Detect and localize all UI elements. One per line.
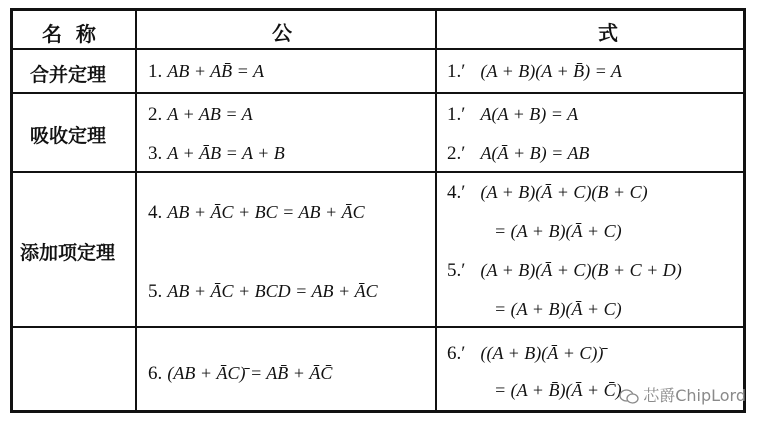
row-divider-1 — [10, 92, 746, 94]
watermark — [619, 383, 746, 406]
formula-number: 1. — [148, 61, 163, 82]
formula-expression: (A + B)(Ā + C)(B + C) — [480, 182, 648, 202]
formula-right-2 — [447, 104, 578, 126]
formula-number: 2.′ — [447, 143, 466, 164]
theorem-table — [10, 8, 746, 413]
formula-right-6 — [447, 343, 603, 365]
formula-expression: A(Ā + B) = AB — [480, 143, 590, 163]
wechat-icon — [619, 389, 639, 404]
watermark-text: 芯爵ChipLord — [643, 386, 746, 405]
formula-left-3 — [148, 143, 285, 165]
formula-left-5 — [148, 281, 378, 303]
row-divider-3 — [10, 326, 746, 328]
formula-expression: (A + B)(A + B̄) = A — [480, 61, 622, 81]
formula-right-3 — [447, 143, 589, 165]
table-border-top — [10, 8, 746, 11]
formula-number: 4. — [148, 202, 163, 223]
header-formula-right: 式 — [598, 21, 618, 45]
formula-expression: A(A + B) = A — [480, 104, 579, 124]
formula-expression: A + ĀB = A + B — [167, 143, 285, 163]
formula-number: 5.′ — [447, 260, 466, 281]
formula-number: 6. — [148, 363, 163, 384]
row-name-absorption: 吸收定理 — [30, 125, 107, 147]
formula-left-6 — [148, 363, 332, 385]
formula-right-4 — [447, 182, 648, 204]
column-divider-1 — [135, 8, 137, 413]
formula-right-5-cont: = (A + B)(Ā + C) — [494, 299, 622, 319]
header-divider — [10, 48, 746, 50]
header-formula-left: 公 — [272, 21, 292, 45]
table-border-left — [10, 8, 13, 413]
header-name: 名 称 — [42, 22, 96, 46]
formula-right-1 — [447, 61, 622, 83]
formula-expression: AB + AB̄ = A — [167, 61, 264, 81]
formula-expression: AB + ĀC + BCD = AB + ĀC — [167, 281, 378, 301]
formula-number: 1.′ — [447, 104, 466, 125]
formula-number: 1.′ — [447, 61, 466, 82]
formula-left-2 — [148, 104, 253, 126]
formula-right-6-cont: = (A + B̄)(Ā + C̄) — [494, 380, 622, 400]
formula-number: 5. — [148, 281, 163, 302]
formula-left-4 — [148, 202, 365, 224]
row-name-merge: 合并定理 — [30, 64, 107, 86]
formula-expression: A + AB = A — [167, 104, 253, 124]
formula-expression: (AB + ĀC)̄ = AB̄ + ĀC̄ — [167, 363, 333, 383]
table-border-bottom — [10, 410, 746, 413]
row-name-consensus: 添加项定理 — [20, 242, 116, 264]
formula-number: 3. — [148, 143, 163, 164]
formula-right-5 — [447, 260, 682, 282]
formula-number: 2. — [148, 104, 163, 125]
formula-number: 4.′ — [447, 182, 466, 203]
formula-expression: (A + B)(Ā + C)(B + C + D) — [480, 260, 682, 280]
row-divider-2 — [10, 171, 746, 173]
formula-right-4-cont: = (A + B)(Ā + C) — [494, 221, 622, 241]
table-border-right — [743, 8, 746, 413]
formula-number: 6.′ — [447, 343, 466, 364]
formula-expression: ((A + B)(Ā + C))̄ — [480, 343, 604, 363]
formula-expression: AB + ĀC + BC = AB + ĀC — [167, 202, 365, 222]
formula-left-1 — [148, 61, 264, 83]
column-divider-2 — [435, 8, 437, 413]
